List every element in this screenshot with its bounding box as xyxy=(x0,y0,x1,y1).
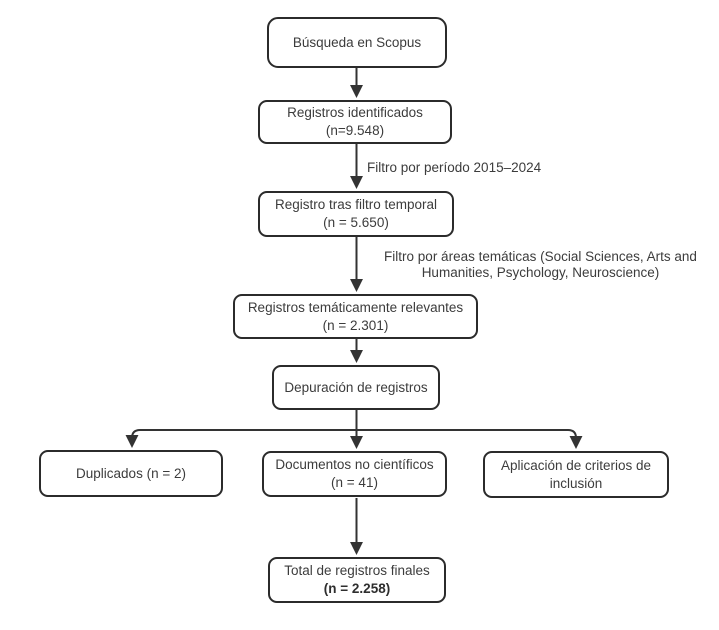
box-registros-identificados-count: (n=9.548) xyxy=(325,123,385,138)
box-duplicados-label: Duplicados (n = 2) xyxy=(76,465,186,481)
edge-label-filtro-periodo: Filtro por período 2015–2024 xyxy=(367,160,542,175)
box-registro-filtro-temporal xyxy=(258,191,454,237)
box-aplicacion-criterios xyxy=(483,451,669,498)
box-total-registros-finales-label: Total de registros finales xyxy=(284,563,430,578)
box-depuracion-registros xyxy=(272,365,440,410)
box-registro-filtro-temporal-label: Registro tras filtro temporal xyxy=(274,197,438,212)
box-registro-filtro-temporal-count: (n = 5.650) xyxy=(323,215,389,230)
box-registros-identificados-label: Registros identificados xyxy=(287,105,423,120)
box-documentos-no-cientificos-count: (n = 41) xyxy=(331,475,378,490)
branch-connector xyxy=(132,430,576,444)
box-duplicados xyxy=(39,450,223,497)
box-busqueda-scopus xyxy=(267,17,447,68)
edge-label-filtro-areas-line2: Humanities, Psychology, Neuroscience) xyxy=(421,264,660,280)
box-documentos-no-cientificos xyxy=(262,451,447,497)
box-total-registros-finales-count: (n = 2.258) xyxy=(323,581,391,596)
box-busqueda-scopus-label: Búsqueda en Scopus xyxy=(292,34,422,50)
box-aplicacion-criterios-line1: Aplicación de criterios de xyxy=(500,457,652,473)
edge-label-filtro-areas xyxy=(362,249,719,280)
box-documentos-no-cientificos-label: Documentos no científicos xyxy=(275,457,434,472)
box-registros-identificados xyxy=(258,100,452,144)
box-aplicacion-criterios-line2: inclusión xyxy=(549,475,603,491)
box-registros-relevantes-label: Registros temáticamente relevantes xyxy=(247,299,464,315)
box-depuracion-registros-label: Depuración de registros xyxy=(284,379,428,395)
box-registros-relevantes-count: (n = 2.301) xyxy=(322,317,389,333)
box-registros-relevantes xyxy=(233,294,478,339)
edge-label-filtro-areas-line1: Filtro por áreas temáticas (Social Sciences, Arts and xyxy=(384,249,697,264)
box-total-registros-finales xyxy=(268,557,446,603)
